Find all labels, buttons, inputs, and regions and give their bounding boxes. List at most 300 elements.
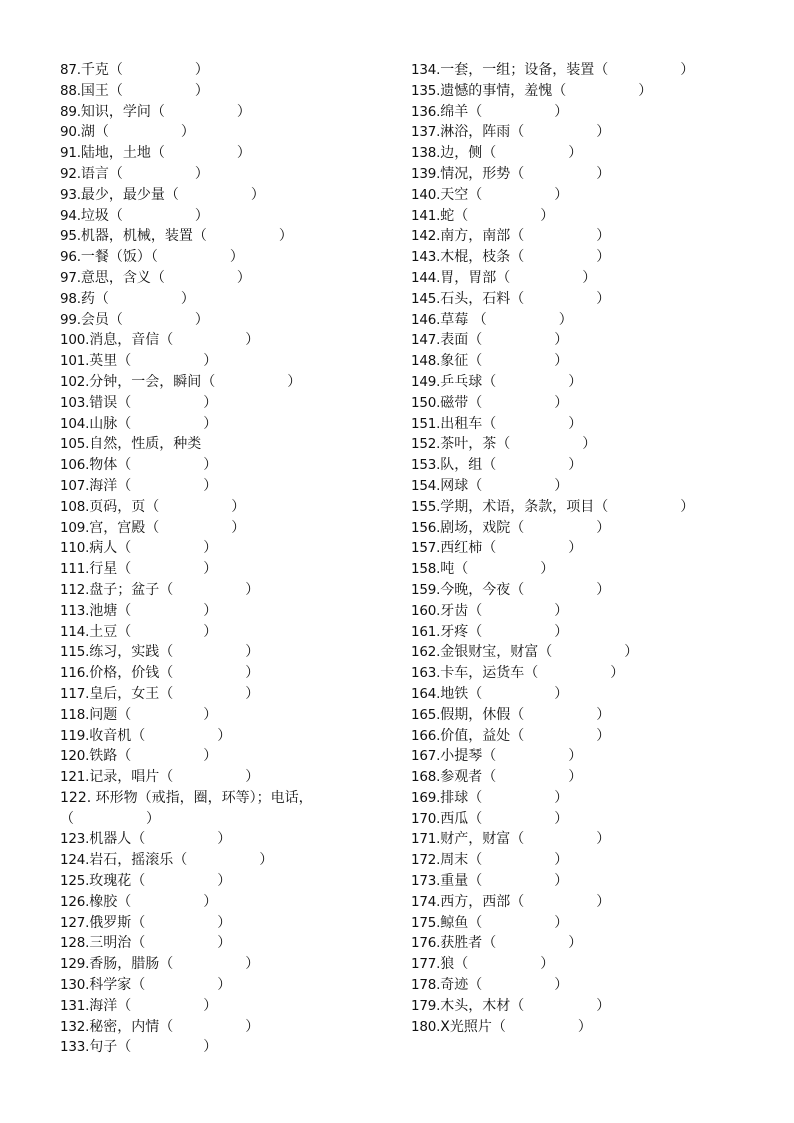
vocab-item xyxy=(411,226,741,247)
item-meaning: 句子（ xyxy=(89,1039,132,1056)
item-meaning: X光照片（ xyxy=(440,1018,506,1035)
item-meaning: 垃圾（ xyxy=(80,207,123,224)
vocab-item xyxy=(411,580,741,601)
item-number: 102. xyxy=(60,373,90,390)
item-number: 172. xyxy=(411,852,441,869)
item-number: 179. xyxy=(411,997,441,1014)
close-paren: ） xyxy=(554,353,569,370)
item-number: 90. xyxy=(60,124,81,141)
item-number: 108. xyxy=(60,498,90,515)
item-number: 177. xyxy=(411,956,441,973)
item-meaning: 皇后，女王（ xyxy=(89,685,174,702)
item-meaning: 最少，最少量（ xyxy=(80,186,179,203)
item-number: 127. xyxy=(60,914,90,931)
close-paren: ） xyxy=(540,561,555,578)
close-paren: ） xyxy=(596,831,611,848)
item-meaning: 边，侧（ xyxy=(440,145,497,162)
item-number: 112. xyxy=(60,581,90,598)
item-meaning: 记录，唱片（ xyxy=(89,769,174,786)
close-paren: ） xyxy=(596,124,611,141)
item-number: 134. xyxy=(411,62,441,78)
close-paren: ） xyxy=(568,769,583,786)
item-meaning: 橡胶（ xyxy=(89,893,132,910)
item-number: 136. xyxy=(411,103,441,120)
item-number: 119. xyxy=(60,727,90,744)
vocab-item xyxy=(411,518,741,539)
item-number: 142. xyxy=(411,228,441,245)
vocab-item xyxy=(411,829,741,850)
item-meaning: 木棍，枝条（ xyxy=(440,249,525,266)
close-paren: ） xyxy=(180,124,195,141)
vocab-item xyxy=(411,1017,741,1038)
item-meaning: 表面（ xyxy=(440,332,483,349)
item-meaning: 狼（ xyxy=(440,956,469,973)
item-number: 93. xyxy=(60,186,81,203)
item-meaning: 木头，木材（ xyxy=(440,997,525,1014)
item-meaning: 地铁（ xyxy=(440,685,483,702)
vocab-item xyxy=(60,143,390,164)
item-number: 157. xyxy=(411,540,441,557)
vocab-item xyxy=(60,622,390,643)
vocab-item xyxy=(411,351,741,372)
close-paren: ） xyxy=(568,373,583,390)
item-meaning: 土豆（ xyxy=(89,623,132,640)
item-number: 156. xyxy=(411,519,441,536)
item-meaning: 海洋（ xyxy=(89,477,132,494)
left-column xyxy=(60,60,390,1058)
close-paren: ） xyxy=(245,769,260,786)
vocab-item xyxy=(60,226,390,247)
vocab-item xyxy=(411,476,741,497)
close-paren: ） xyxy=(194,62,209,78)
vocab-item xyxy=(60,933,390,954)
item-meaning: 牙疼（ xyxy=(440,623,483,640)
item-meaning: 俄罗斯（ xyxy=(89,914,146,931)
vocab-item xyxy=(60,580,390,601)
item-number: 101. xyxy=(60,353,90,370)
close-paren: ） xyxy=(236,269,251,286)
item-number: 140. xyxy=(411,186,441,203)
item-number: 115. xyxy=(60,644,90,661)
item-meaning: 问题（ xyxy=(89,706,132,723)
vocab-item xyxy=(60,372,390,393)
right-column xyxy=(411,60,741,1037)
close-paren: ） xyxy=(194,82,209,99)
vocab-item xyxy=(60,996,390,1017)
vocab-item xyxy=(60,247,390,268)
vocab-item xyxy=(60,601,390,622)
item-meaning: 财产，财富（ xyxy=(440,831,525,848)
item-number: 155. xyxy=(411,498,441,515)
vocab-item xyxy=(60,746,390,767)
item-number: 149. xyxy=(411,373,441,390)
close-paren: ） xyxy=(203,997,218,1014)
item-number: 120. xyxy=(60,748,90,765)
item-meaning: 行星（ xyxy=(89,561,132,578)
item-number: 135. xyxy=(411,82,441,99)
close-paren: ） xyxy=(596,581,611,598)
item-meaning: 三明治（ xyxy=(89,935,146,952)
item-number: 118. xyxy=(60,706,90,723)
item-meaning: 机器人（ xyxy=(89,831,146,848)
vocab-item xyxy=(411,372,741,393)
close-paren: ） xyxy=(245,956,260,973)
item-number: 124. xyxy=(60,852,90,869)
item-meaning: 南方，南部（ xyxy=(440,228,525,245)
vocab-item xyxy=(60,871,390,892)
close-paren: ） xyxy=(259,852,274,869)
vocab-item xyxy=(411,788,741,809)
close-paren: ） xyxy=(554,623,569,640)
item-meaning: 绵羊（ xyxy=(440,103,483,120)
item-number: 176. xyxy=(411,935,441,952)
vocab-item xyxy=(411,393,741,414)
item-number: 97. xyxy=(60,269,81,286)
item-meaning: 一餐（饭）（ xyxy=(80,249,158,266)
close-paren: ） xyxy=(194,311,209,328)
vocab-item xyxy=(411,601,741,622)
vocab-item xyxy=(60,559,390,580)
item-meaning: 物体（ xyxy=(89,457,132,474)
close-paren: ） xyxy=(554,852,569,869)
item-number: 164. xyxy=(411,685,441,702)
close-paren: ） xyxy=(568,145,583,162)
close-paren: ） xyxy=(236,145,251,162)
close-paren: ） xyxy=(554,477,569,494)
vocab-item xyxy=(411,81,741,102)
answer-line xyxy=(60,809,160,830)
close-paren: ） xyxy=(554,914,569,931)
close-paren: ） xyxy=(554,332,569,349)
item-number: 87. xyxy=(60,62,81,78)
vocab-item xyxy=(411,954,741,975)
item-number: 152. xyxy=(411,436,441,453)
item-meaning: 香肠，腊肠（ xyxy=(89,956,174,973)
item-meaning: 西方，西部（ xyxy=(440,893,525,910)
vocab-item xyxy=(411,705,741,726)
item-meaning: 学期，术语，条款，项目（ xyxy=(440,498,609,515)
vocab-item xyxy=(411,913,741,934)
close-paren: ） xyxy=(554,977,569,994)
item-meaning: 盘子；盆子（ xyxy=(89,581,174,598)
close-paren: ） xyxy=(568,748,583,765)
vocab-item xyxy=(60,206,390,227)
item-number: 105. xyxy=(60,436,90,453)
close-paren: ） xyxy=(680,498,695,515)
close-paren: ） xyxy=(596,893,611,910)
item-number: 126. xyxy=(60,893,90,910)
close-paren: ） xyxy=(245,644,260,661)
close-paren: ） xyxy=(558,311,573,328)
vocab-item xyxy=(60,642,390,663)
vocab-item xyxy=(411,538,741,559)
open-paren: （ xyxy=(60,810,74,827)
item-number: 145. xyxy=(411,290,441,307)
close-paren: ） xyxy=(582,269,597,286)
close-paren: ） xyxy=(554,685,569,702)
vocab-item xyxy=(411,871,741,892)
item-number: 166. xyxy=(411,727,441,744)
item-meaning: 剧场，戏院（ xyxy=(440,519,525,536)
vocab-item xyxy=(60,518,390,539)
item-number: 168. xyxy=(411,769,441,786)
item-number: 109. xyxy=(60,519,90,536)
item-meaning: 淋浴，阵雨（ xyxy=(440,124,525,141)
item-meaning: 假期，休假（ xyxy=(440,706,525,723)
close-paren: ） xyxy=(596,165,611,182)
vocab-item xyxy=(411,850,741,871)
item-meaning: 吨（ xyxy=(440,561,469,578)
item-meaning: 会员（ xyxy=(80,311,123,328)
close-paren: ） xyxy=(180,290,195,307)
item-number: 107. xyxy=(60,477,90,494)
item-number: 106. xyxy=(60,457,90,474)
vocab-item xyxy=(60,185,390,206)
vocab-item xyxy=(411,622,741,643)
close-paren: ） xyxy=(245,581,260,598)
item-number: 174. xyxy=(411,893,441,910)
item-number: 143. xyxy=(411,249,441,266)
item-meaning: 岩石，摇滚乐（ xyxy=(89,852,188,869)
close-paren: ） xyxy=(250,186,265,203)
close-paren: ） xyxy=(540,956,555,973)
close-paren: ） xyxy=(287,373,302,390)
item-meaning: 国王（ xyxy=(80,82,123,99)
close-paren: ） xyxy=(203,457,218,474)
vocab-item xyxy=(411,206,741,227)
item-meaning: 草莓 （ xyxy=(440,311,487,328)
vocab-item xyxy=(411,975,741,996)
item-meaning: 象征（ xyxy=(440,353,483,370)
vocab-item xyxy=(60,538,390,559)
item-number: 133. xyxy=(60,1039,90,1056)
close-paren: ） xyxy=(568,457,583,474)
vocab-item xyxy=(60,1017,390,1038)
vocab-item xyxy=(60,829,390,850)
item-number: 141. xyxy=(411,207,441,224)
item-meaning: 消息，音信（ xyxy=(89,332,174,349)
item-number: 180. xyxy=(411,1018,441,1035)
item-meaning: 122. 环形物（戒指，圈，环等）；电话， xyxy=(60,789,313,806)
close-paren: ） xyxy=(203,415,218,432)
vocab-item xyxy=(411,185,741,206)
close-paren: ） xyxy=(554,186,569,203)
item-number: 121. xyxy=(60,769,90,786)
item-meaning: 网球（ xyxy=(440,477,483,494)
item-meaning: 病人（ xyxy=(89,540,132,557)
item-number: 132. xyxy=(60,1018,90,1035)
item-number: 89. xyxy=(60,103,81,120)
item-number: 161. xyxy=(411,623,441,640)
item-number: 123. xyxy=(60,831,90,848)
vocab-item xyxy=(60,434,390,455)
item-meaning: 页码，页（ xyxy=(89,498,160,515)
item-number: 131. xyxy=(60,997,90,1014)
vocab-item xyxy=(411,330,741,351)
item-meaning: 卡车，运货车（ xyxy=(440,665,539,682)
close-paren: ） xyxy=(596,727,611,744)
item-number: 163. xyxy=(411,665,441,682)
item-meaning: 天空（ xyxy=(440,186,483,203)
vocab-item xyxy=(60,455,390,476)
item-meaning: 意思，含义（ xyxy=(80,269,165,286)
close-paren: ） xyxy=(229,249,244,266)
close-paren: ） xyxy=(596,706,611,723)
item-meaning: 胃，胃部（ xyxy=(440,269,511,286)
close-paren: ） xyxy=(596,997,611,1014)
vocab-item xyxy=(60,102,390,123)
vocab-item xyxy=(60,164,390,185)
item-meaning: 获胜者（ xyxy=(440,935,497,952)
item-meaning: 山脉（ xyxy=(89,415,132,432)
close-paren: ） xyxy=(568,935,583,952)
vocab-item xyxy=(411,289,741,310)
close-paren: ） xyxy=(554,394,569,411)
vocab-item xyxy=(60,330,390,351)
vocab-item xyxy=(411,455,741,476)
item-number: 153. xyxy=(411,457,441,474)
vocab-item xyxy=(411,122,741,143)
item-number: 95. xyxy=(60,228,81,245)
vocab-item xyxy=(411,663,741,684)
item-meaning: 铁路（ xyxy=(89,748,132,765)
vocab-item xyxy=(60,268,390,289)
item-number: 98. xyxy=(60,290,81,307)
close-paren: ） xyxy=(203,394,218,411)
vocab-item xyxy=(411,726,741,747)
item-meaning: 池塘（ xyxy=(89,602,132,619)
item-number: 104. xyxy=(60,415,90,432)
item-meaning: 玫瑰花（ xyxy=(89,873,146,890)
close-paren: ） xyxy=(278,228,293,245)
close-paren: ） xyxy=(203,748,218,765)
close-paren: ） xyxy=(217,831,232,848)
item-number: 169. xyxy=(411,789,441,806)
item-number: 91. xyxy=(60,145,81,162)
item-number: 167. xyxy=(411,748,441,765)
item-meaning: 茶叶，茶（ xyxy=(440,436,511,453)
item-number: 170. xyxy=(411,810,441,827)
vocab-item xyxy=(411,60,741,81)
close-paren: ） xyxy=(146,810,160,827)
item-meaning: 秘密，内情（ xyxy=(89,1018,174,1035)
item-meaning: 自然，性质，种类 xyxy=(89,436,202,453)
item-meaning: 小提琴（ xyxy=(440,748,497,765)
item-meaning: 牙齿（ xyxy=(440,602,483,619)
item-number: 137. xyxy=(411,124,441,141)
close-paren: ） xyxy=(245,685,260,702)
item-meaning: 金银财宝，财富（ xyxy=(440,644,553,661)
item-number: 175. xyxy=(411,914,441,931)
close-paren: ） xyxy=(568,540,583,557)
vocab-item xyxy=(60,767,390,788)
item-meaning: 陆地，土地（ xyxy=(80,145,165,162)
item-meaning: 错误（ xyxy=(89,394,132,411)
vocab-item xyxy=(60,726,390,747)
vocab-item xyxy=(411,809,741,830)
close-paren: ） xyxy=(194,165,209,182)
item-number: 158. xyxy=(411,561,441,578)
item-number: 110. xyxy=(60,540,90,557)
item-number: 88. xyxy=(60,82,81,99)
close-paren: ） xyxy=(203,623,218,640)
close-paren: ） xyxy=(217,727,232,744)
item-number: 154. xyxy=(411,477,441,494)
item-number: 96. xyxy=(60,249,81,266)
close-paren: ） xyxy=(245,1018,260,1035)
item-meaning: 鲸鱼（ xyxy=(440,914,483,931)
vocab-item xyxy=(60,684,390,705)
item-number: 111. xyxy=(60,561,90,578)
item-number: 99. xyxy=(60,311,81,328)
vocab-item xyxy=(411,414,741,435)
item-meaning: 科学家（ xyxy=(89,977,146,994)
close-paren: ） xyxy=(577,1018,592,1035)
item-number: 114. xyxy=(60,623,90,640)
item-meaning: 价格，价钱（ xyxy=(89,665,174,682)
item-meaning: 奇迹（ xyxy=(440,977,483,994)
close-paren: ） xyxy=(582,436,597,453)
vocab-item xyxy=(411,143,741,164)
close-paren: ） xyxy=(194,207,209,224)
item-number: 94. xyxy=(60,207,81,224)
vocab-item xyxy=(411,268,741,289)
item-number: 117. xyxy=(60,685,90,702)
item-number: 130. xyxy=(60,977,90,994)
vocab-item xyxy=(411,310,741,331)
item-meaning: 遗憾的事情，羞愧（ xyxy=(440,82,567,99)
close-paren: ） xyxy=(203,540,218,557)
close-paren: ） xyxy=(245,665,260,682)
close-paren: ） xyxy=(203,477,218,494)
vocab-item xyxy=(411,933,741,954)
vocab-item xyxy=(411,497,741,518)
item-number: 173. xyxy=(411,873,441,890)
vocab-item xyxy=(60,1037,390,1058)
item-meaning: 海洋（ xyxy=(89,997,132,1014)
item-meaning: 一套，一组；设备，装置（ xyxy=(440,62,609,78)
close-paren: ） xyxy=(217,873,232,890)
close-paren: ） xyxy=(217,977,232,994)
item-meaning: 磁带（ xyxy=(440,394,483,411)
item-meaning: 宫，宫殿（ xyxy=(89,519,160,536)
close-paren: ） xyxy=(203,353,218,370)
close-paren: ） xyxy=(638,82,653,99)
item-number: 113. xyxy=(60,602,90,619)
item-meaning: 蛇（ xyxy=(440,207,469,224)
close-paren: ） xyxy=(554,602,569,619)
vocab-item xyxy=(60,975,390,996)
close-paren: ） xyxy=(231,498,246,515)
close-paren: ） xyxy=(245,332,260,349)
vocab-item xyxy=(411,642,741,663)
item-meaning: 千克（ xyxy=(80,62,123,78)
item-meaning: 收音机（ xyxy=(89,727,146,744)
close-paren: ） xyxy=(596,249,611,266)
vocab-item xyxy=(60,122,390,143)
item-number: 159. xyxy=(411,581,441,598)
vocab-item xyxy=(60,476,390,497)
vocab-item xyxy=(60,393,390,414)
vocab-item xyxy=(60,60,390,81)
item-meaning: 乒乓球（ xyxy=(440,373,497,390)
vocab-item xyxy=(411,247,741,268)
vocab-item xyxy=(60,850,390,871)
item-number: 138. xyxy=(411,145,441,162)
close-paren: ） xyxy=(624,644,639,661)
item-number: 162. xyxy=(411,644,441,661)
item-number: 92. xyxy=(60,165,81,182)
